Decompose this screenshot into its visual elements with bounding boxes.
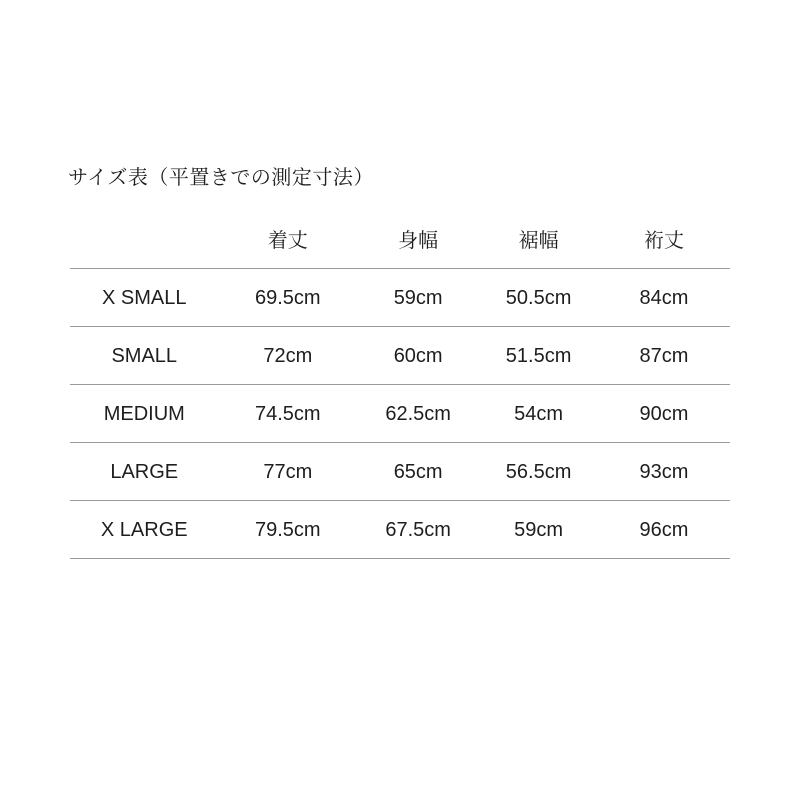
measurement-value: 50.5cm <box>505 286 572 309</box>
size-table <box>70 214 730 559</box>
page-title: サイズ表（平置きでの測定寸法） <box>68 167 374 189</box>
measurement-value: 84cm <box>639 286 689 309</box>
measurement-value: 51.5cm <box>505 344 572 367</box>
measurement-value: 79.5cm <box>255 518 321 541</box>
measurement-value: 62.5cm <box>385 402 451 425</box>
measurement-value: 69.5cm <box>255 286 321 309</box>
measurement-value: 59cm <box>393 286 443 309</box>
measurement-value: 96cm <box>639 518 689 541</box>
table-row-medium <box>70 385 730 443</box>
measurement-value: 72cm <box>263 344 313 367</box>
table-row-xsmall <box>70 269 730 327</box>
column-header-body-length: 着丈 <box>267 230 308 252</box>
column-header-sleeve-length: 裄丈 <box>643 230 684 252</box>
measurement-value: 90cm <box>639 402 689 425</box>
column-header-body-width: 身幅 <box>398 230 439 252</box>
size-label: X SMALL <box>102 286 187 309</box>
measurement-value: 60cm <box>393 344 443 367</box>
measurement-value: 67.5cm <box>385 518 451 541</box>
size-label: LARGE <box>110 460 179 483</box>
table-row-xlarge <box>70 501 730 559</box>
measurement-value: 59cm <box>514 518 564 541</box>
table-row-small <box>70 327 730 385</box>
measurement-value: 65cm <box>393 460 443 483</box>
measurement-value: 93cm <box>639 460 689 483</box>
size-label: MEDIUM <box>103 402 185 425</box>
table-row-large <box>70 443 730 501</box>
column-header-hem-width: 裾幅 <box>518 230 559 252</box>
size-label: SMALL <box>111 344 178 367</box>
measurement-value: 54cm <box>514 402 564 425</box>
measurement-value: 74.5cm <box>255 402 321 425</box>
measurement-value: 77cm <box>263 460 313 483</box>
table-header-row <box>70 214 730 269</box>
measurement-value: 56.5cm <box>505 460 572 483</box>
measurement-value: 87cm <box>639 344 689 367</box>
size-label: X LARGE <box>100 518 188 541</box>
